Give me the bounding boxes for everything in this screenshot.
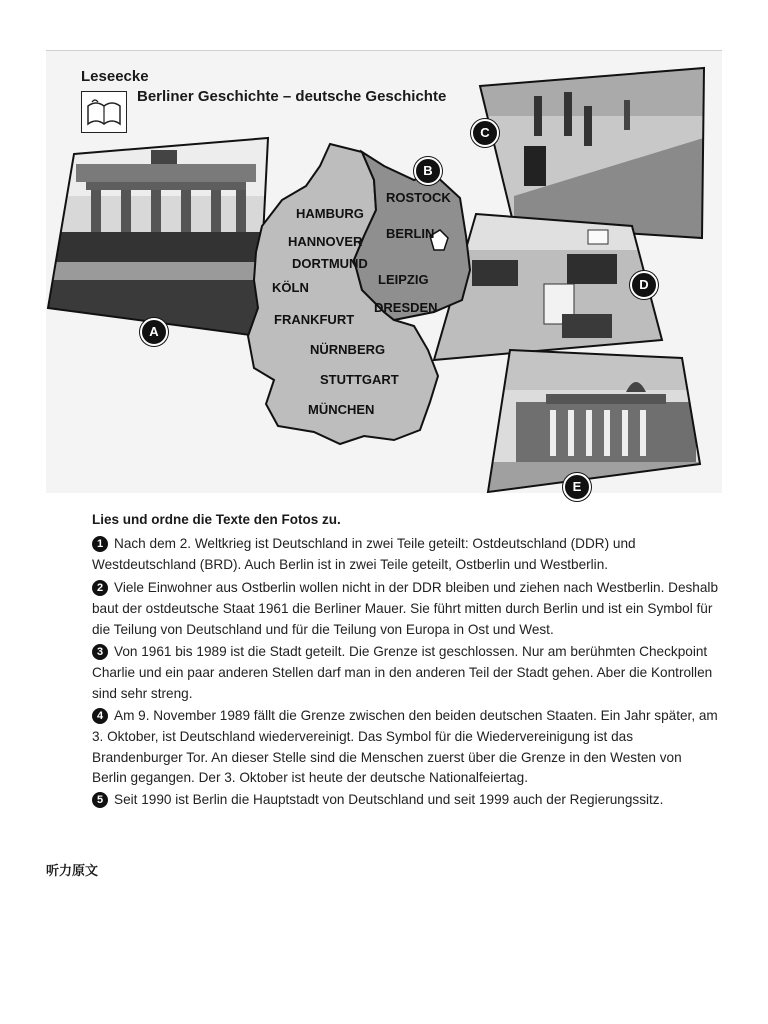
section-label: Leseecke bbox=[81, 68, 149, 85]
text-paragraph bbox=[92, 790, 720, 811]
number-badge: 4 bbox=[92, 708, 108, 724]
exercise-instruction: Lies und ordne die Texte den Fotos zu. bbox=[92, 512, 341, 527]
text-paragraph bbox=[92, 642, 720, 704]
page-title: Berliner Geschichte – deutsche Geschichte bbox=[137, 88, 447, 105]
book-icon bbox=[81, 91, 127, 133]
text-paragraph bbox=[92, 534, 720, 576]
marker-d: D bbox=[630, 271, 658, 299]
city-label: DRESDEN bbox=[374, 300, 438, 315]
city-label: HAMBURG bbox=[296, 206, 364, 221]
city-label: BERLIN bbox=[386, 226, 435, 241]
city-label: STUTTGART bbox=[320, 372, 399, 387]
marker-c: C bbox=[471, 119, 499, 147]
city-label: KÖLN bbox=[272, 280, 309, 295]
city-label: ROSTOCK bbox=[386, 190, 451, 205]
paragraph-text: Viele Einwohner aus Ostberlin wollen nicht in der DDR bleiben und ziehen nach Westberlin. Deshalb baut der ostdeutsche Staat 1961 die Berliner Mauer. Sie führt mitten durch Berlin und ist ein Symbol für die Teilung von Deutschland und für die Teilung von Europa in Ost und West. bbox=[92, 580, 719, 637]
city-label: HANNOVER bbox=[288, 234, 363, 249]
city-label: FRANKFURT bbox=[274, 312, 355, 327]
marker-e: E bbox=[563, 473, 591, 501]
footer-label: 听力原文 bbox=[46, 864, 99, 879]
text-paragraph bbox=[92, 578, 720, 640]
number-badge: 5 bbox=[92, 792, 108, 808]
city-label: NÜRNBERG bbox=[310, 342, 386, 357]
paragraph-text: Am 9. November 1989 fällt die Grenze zwischen den beiden deutschen Staaten. Ein Jahr später, am 3. Oktober, ist Deutschland wiedervereinigt. Das Symbol für die Wiedervereinigung ist das Brandenburger Tor. An dieser Stelle sind die Menschen zuerst über die Grenze in den Westen von Berlin gegangen. Der 3. Oktober ist heute der deutsche Nationalfeiertag. bbox=[92, 708, 718, 786]
city-label: LEIPZIG bbox=[378, 272, 429, 287]
number-badge: 3 bbox=[92, 644, 108, 660]
city-label: MÜNCHEN bbox=[308, 402, 375, 417]
number-badge: 2 bbox=[92, 580, 108, 596]
marker-a: A bbox=[140, 318, 168, 346]
paragraph-text: Nach dem 2. Weltkrieg ist Deutschland in zwei Teile geteilt: Ostdeutschland (DDR) und Westdeutschland (BRD). Auch Berlin ist in zwei Teile geteilt, Ostberlin und Westberlin. bbox=[92, 536, 636, 572]
paragraph-text: Seit 1990 ist Berlin die Hauptstadt von Deutschland und seit 1999 auch der Regierungssitz. bbox=[114, 792, 664, 807]
number-badge: 1 bbox=[92, 536, 108, 552]
photo-brandenburg-gate bbox=[46, 136, 276, 342]
paragraph-text: Von 1961 bis 1989 ist die Stadt geteilt. Die Grenze ist geschlossen. Nur am berühmten Checkpoint Charlie und ein paar anderen Stellen darf man in den anderen Teil der Stadt gehen. Aber die Kontrollen sind sehr streng. bbox=[92, 644, 713, 701]
germany-map bbox=[244, 140, 480, 446]
marker-b: B bbox=[414, 157, 442, 185]
photo-reichstag bbox=[486, 346, 702, 494]
text-paragraph bbox=[92, 706, 720, 789]
city-label: DORTMUND bbox=[292, 256, 368, 271]
